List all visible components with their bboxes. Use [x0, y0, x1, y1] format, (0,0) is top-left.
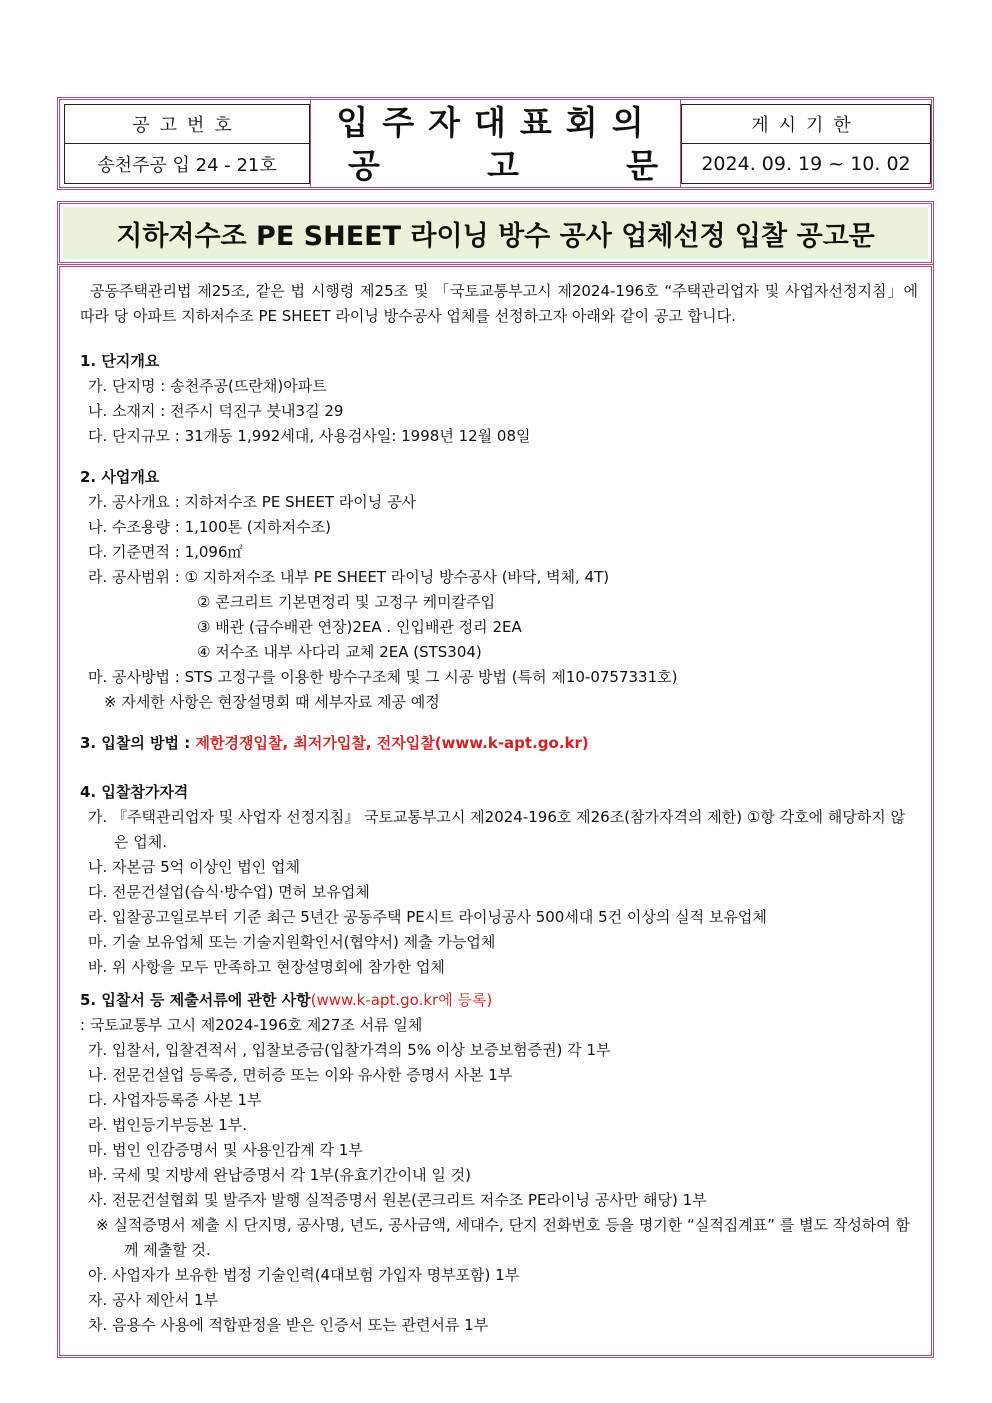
- list-item: 마. 법인 인감증명서 및 사용인감계 각 1부: [88, 1141, 363, 1159]
- list-item: 다. 전문건설업(습식·방수업) 면허 보유업체: [88, 883, 370, 901]
- list-item: 나. 자본금 5억 이상인 법인 업체: [88, 858, 301, 876]
- list-item: 가. 『주택관리업자 및 사업자 선정지침』 국토교통부고시 제2024-196호 제26조(참가자격의 제한) ①항 각호에 해당하지 않은 업체.: [88, 808, 906, 851]
- issuer-title: 입주자대표회의: [336, 102, 658, 142]
- intro-paragraph: 공동주택관리법 제25조, 같은 법 시행령 제25조 및 「국토교통부고시 제2024-196호 “주택관리업자 및 사업자선정지침」에 따라 당 아파트 지하저수조 PE SHEET 라이닝 방수공사 업체를 선정하고자 아래와 같이 공고 합니다.: [80, 282, 918, 325]
- list-subitem: ④ 저수조 내부 사다리 교체 2EA (STS304): [197, 643, 482, 661]
- section-heading: 4. 입찰참가자격: [80, 783, 189, 801]
- header-divider: [310, 100, 311, 187]
- notice-header: [57, 97, 934, 190]
- list-item: 가. 단지명 : 송천주공(뜨란채)아파트: [88, 377, 327, 395]
- notice-char-3: 문: [626, 145, 658, 185]
- notice-char-2: 고: [487, 145, 519, 185]
- note-text: ※ 자세한 사항은 현장설명회 때 세부자료 제공 예정: [104, 693, 440, 711]
- list-item: 아. 사업자가 보유한 법정 기술인력(4대보험 가입자 명부포함) 1부: [88, 1266, 520, 1284]
- notice-number-value: 송천주공 입 24 - 21호: [64, 144, 310, 184]
- list-item: 가. 입찰서, 입찰견적서 , 입찰보증금(입찰가격의 5% 이상 보증보험증권) 각 1부: [88, 1041, 611, 1059]
- document-title: 지하저수조 PE SHEET 라이닝 방수 공사 업체선정 입찰 공고문: [63, 207, 928, 259]
- section-heading-label: 3. 입찰의 방법 :: [80, 734, 191, 752]
- list-item: 나. 소재지 : 전주시 덕진구 붓내3길 29: [88, 402, 344, 420]
- bid-method-value: 제한경쟁입찰, 최저가입찰, 전자입찰(www.k-apt.go.kr): [195, 734, 589, 752]
- list-item: 나. 수조용량 : 1,100톤 (지하저수조): [88, 518, 331, 536]
- section-heading: 1. 단지개요: [80, 352, 160, 370]
- body-content: [80, 279, 918, 1338]
- notice-char-1: 공: [348, 145, 380, 185]
- list-item: 마. 기술 보유업체 또는 기술지원확인서(협약서) 제출 가능업체: [88, 933, 496, 951]
- posting-period-label: 게시기한: [681, 104, 931, 144]
- section-heading: [80, 988, 918, 1013]
- list-item: 라. 입찰공고일로부터 기준 최근 5년간 공동주택 PE시트 라이닝공사 500세대 5건 이상의 실적 보유업체: [88, 908, 767, 926]
- list-item: 다. 사업자등록증 사본 1부: [88, 1091, 262, 1109]
- note-text: ※ 실적증명서 제출 시 단지명, 공사명, 년도, 공사금액, 세대수, 단지 전화번호 등을 명기한 “실적집계표” 를 별도 작성하여 함께 제출할 것.: [96, 1216, 911, 1259]
- notice-title-block: [314, 100, 680, 187]
- list-item: 라. 공사범위 : ① 지하저수조 내부 PE SHEET 라이닝 방수공사 (바닥, 벽체, 4T): [88, 568, 610, 586]
- list-subitem: ③ 배관 (급수배관 연장)2EA . 인입배관 정리 2EA: [197, 618, 522, 636]
- list-item: 다. 단지규모 : 31개동 1,992세대, 사용검사일: 1998년 12월 08일: [88, 427, 531, 445]
- section-heading: 2. 사업개요: [80, 468, 160, 486]
- notice-number-label: 공고번호: [64, 104, 310, 144]
- list-item: 라. 법인등기부등본 1부.: [88, 1116, 248, 1134]
- list-subitem: ② 콘크리트 기본면정리 및 고정구 케미칼주입: [197, 593, 496, 611]
- list-item: 차. 음용수 사용에 적합판정을 받은 인증서 또는 관련서류 1부: [88, 1316, 489, 1334]
- list-item: 나. 전문건설업 등록증, 면허증 또는 이와 유사한 증명서 사본 1부: [88, 1066, 513, 1084]
- title-box: [57, 201, 934, 265]
- list-item: 다. 기준면적 : 1,096㎡: [88, 543, 243, 561]
- list-item: 사. 전문건설협회 및 발주자 발행 실적증명서 원본(콘크리트 저수조 PE라이닝 공사만 해당) 1부: [88, 1191, 707, 1209]
- document-body: [57, 264, 934, 1358]
- notice-word: [314, 145, 680, 187]
- section-heading: [80, 731, 918, 756]
- list-item: 바. 국세 및 지방세 완납증명서 각 1부(유효기간이내 일 것): [88, 1166, 471, 1184]
- posting-period-value: 2024. 09. 19 ~ 10. 02: [681, 144, 931, 184]
- list-item: 가. 공사개요 : 지하저수조 PE SHEET 라이닝 공사: [88, 493, 416, 511]
- list-item: 자. 공사 제안서 1부: [88, 1291, 219, 1309]
- list-item: 마. 공사방법 : STS 고정구를 이용한 방수구조체 및 그 시공 방법 (특허 제10-0757331호): [88, 668, 678, 686]
- section-heading-label: 5. 입찰서 등 제출서류에 관한 사항: [80, 991, 311, 1009]
- submission-site: (www.k-apt.go.kr에 등록): [310, 991, 493, 1009]
- section-lead: : 국토교통부 고시 제2024-196호 제27조 서류 일체: [80, 1016, 423, 1034]
- list-item: 바. 위 사항을 모두 만족하고 현장설명회에 참가한 업체: [88, 958, 445, 976]
